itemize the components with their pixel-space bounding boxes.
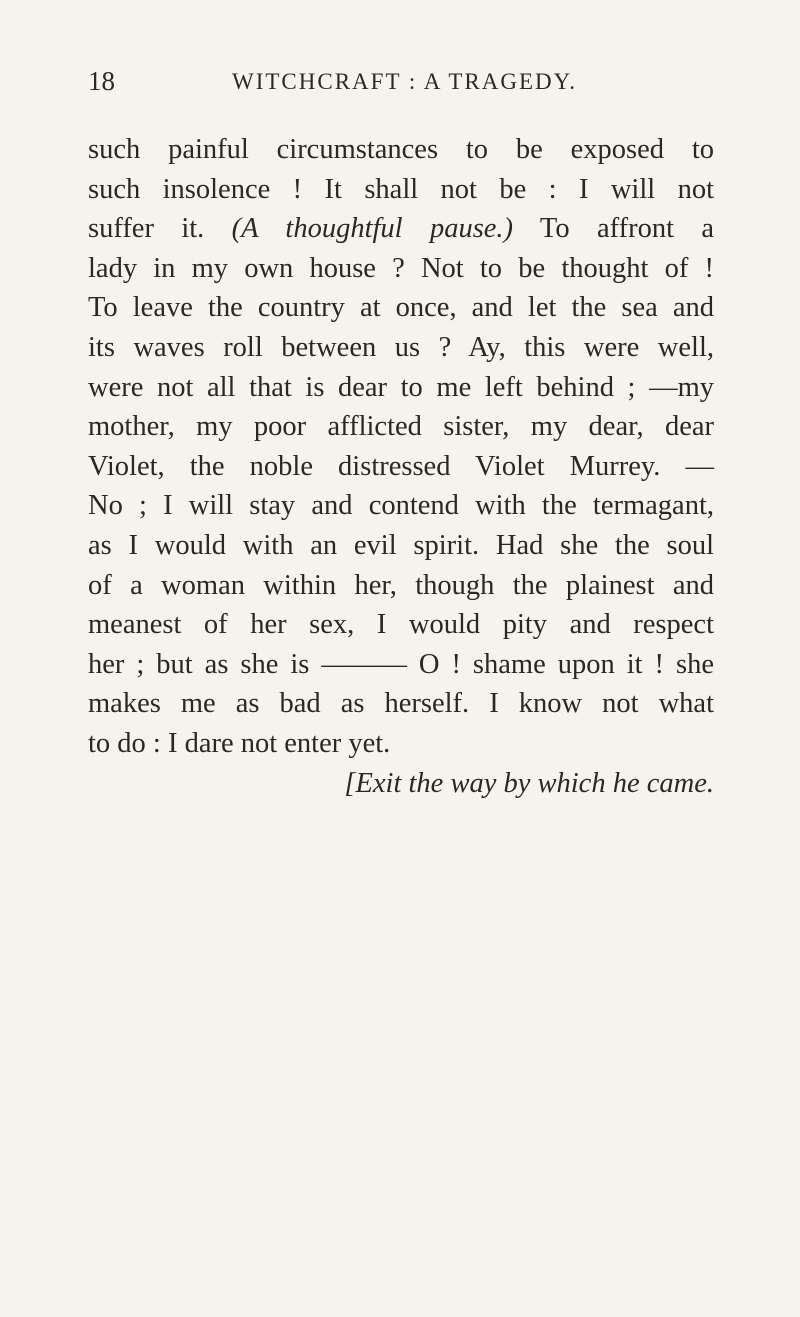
- text-line: as I would with an evil spirit. Had she the soul: [88, 529, 714, 561]
- stage-direction: (A thoughtful pause.): [231, 213, 514, 245]
- text-line: makes me as bad as herself. I know not what: [88, 688, 714, 720]
- text-line: her ; but as she is ——— O ! shame upon it ! she: [88, 648, 714, 680]
- page-number: 18: [88, 66, 115, 96]
- text-line: such insolence ! It shall not be : I will not: [88, 173, 714, 205]
- body-text: [88, 130, 714, 803]
- running-title: WITCHCRAFT : A TRAGEDY.: [232, 69, 578, 94]
- text-line: To leave the country at once, and let the sea and: [88, 292, 714, 324]
- text-line: meanest of her sex, I would pity and respect: [88, 609, 714, 641]
- text-line: to do : I dare not enter yet.: [88, 727, 391, 759]
- text-segment: suffer it.: [88, 213, 205, 245]
- exit-stage-direction: [Exit the way by which he came.: [344, 767, 714, 799]
- text-line: such painful circumstances to be exposed to: [88, 134, 714, 165]
- text-line: lady in my own house ? Not to be thought of !: [88, 252, 714, 284]
- text-line: No ; I will stay and contend with the termagant,: [88, 490, 714, 522]
- text-line: Violet, the noble distressed Violet Murrey. —: [88, 450, 714, 482]
- running-head: [88, 66, 608, 106]
- text-line: were not all that is dear to me left behind ; —my: [88, 371, 714, 403]
- text-line: mother, my poor afflicted sister, my dear, dear: [88, 411, 714, 443]
- text-line-with-stage-direction: [88, 209, 714, 249]
- text-line: its waves roll between us ? Ay, this were well,: [88, 331, 714, 363]
- text-line: of a woman within her, though the plainest and: [88, 569, 714, 601]
- text-segment: To affront a: [539, 213, 714, 245]
